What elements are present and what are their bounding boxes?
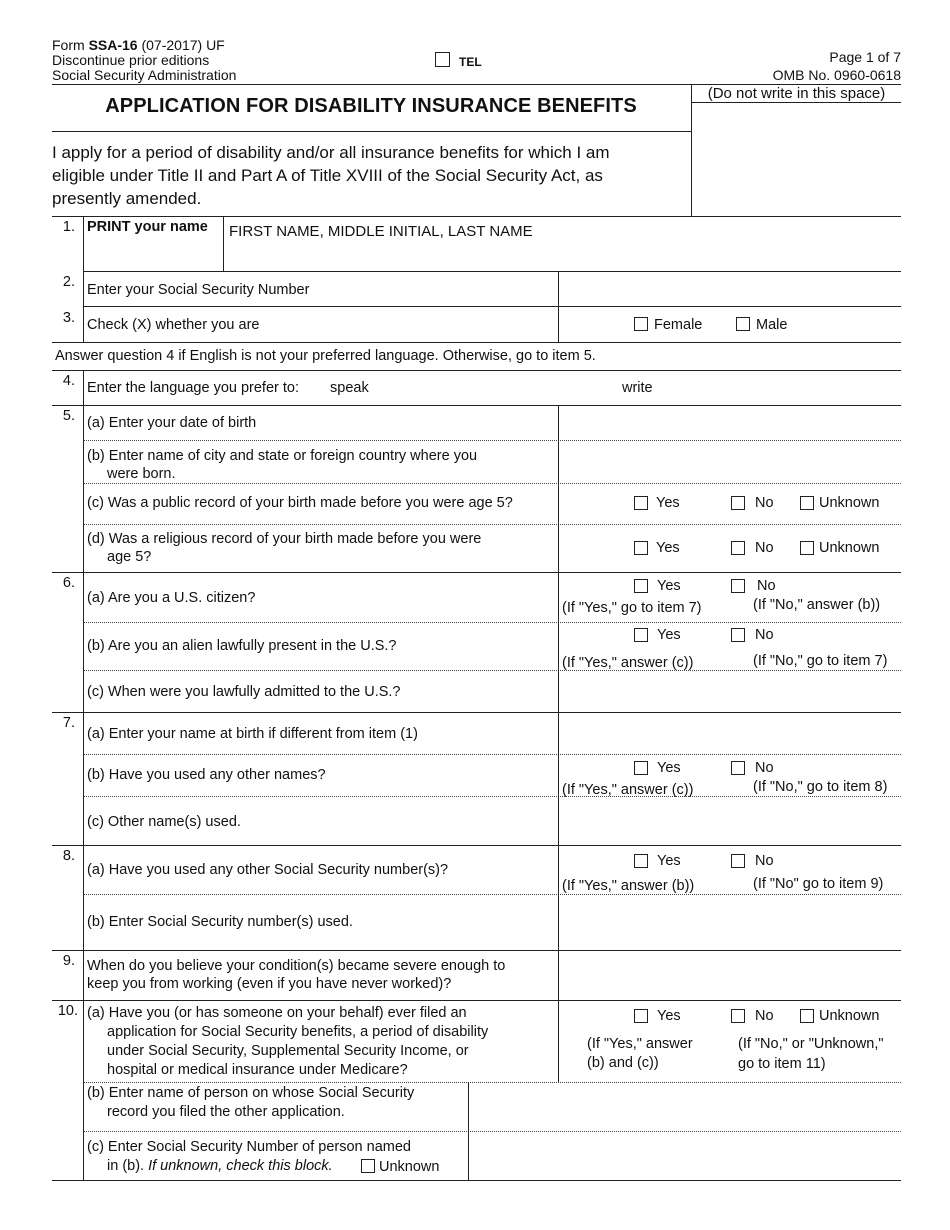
rule [558,405,559,1082]
q8a-yes-label: Yes [657,853,681,869]
q5-number: 5. [62,408,75,424]
prior-claimant-name-field[interactable] [474,1088,895,1126]
rule [468,1082,469,1180]
office-use-box [693,103,899,215]
q10a-yes-instruction-2: (b) and (c)) [587,1055,659,1071]
rule [52,1000,901,1001]
title-rule [52,131,692,132]
q5b-label-1: (b) Enter name of city and state or foreign country where you [87,448,478,464]
q10a-label-2: application for Social Security benefits, a period of disability [107,1024,489,1040]
q8a-label: (a) Have you used any other Social Security number(s)? [87,862,449,878]
agency-name: Social Security Administration [52,67,237,83]
q10c-label-prefix: in (b). [107,1158,149,1174]
q10a-no-instruction-2: go to item 11) [738,1056,826,1072]
q10b-label-2: record you filed the other application. [107,1104,345,1120]
q7b-yes-checkbox[interactable] [634,761,648,775]
intro-line-3: presently amended. [52,189,202,208]
q6c-label: (c) When were you lawfully admitted to the U.S.? [87,684,401,700]
write-language-field[interactable] [664,376,894,398]
q1-name-hint: FIRST NAME, MIDDLE INITIAL, LAST NAME [229,223,533,240]
full-name-field[interactable] [229,246,894,268]
q8a-no-checkbox[interactable] [731,854,745,868]
admission-date-field[interactable] [563,677,895,705]
q7a-label: (a) Enter your name at birth if different from item (1) [87,726,418,742]
rule [52,950,901,951]
q5c-yes-label: Yes [656,495,680,511]
q6-number: 6. [62,575,75,591]
q4-number: 4. [62,373,75,389]
rule [84,754,901,755]
q10c-label-1: (c) Enter Social Security Number of person named [87,1139,411,1155]
q10c-label-italic: If unknown, check this block. [148,1158,333,1174]
rule [52,342,901,343]
male-checkbox[interactable] [736,317,750,331]
q5d-unknown-checkbox[interactable] [800,541,814,555]
q10a-no-label: No [755,1008,774,1024]
form-id [52,38,225,53]
q5c-label: (c) Was a public record of your birth made before you were age 5? [87,495,513,511]
q5c-yes-checkbox[interactable] [634,496,648,510]
form-prefix: Form [52,37,89,53]
rule [223,216,224,271]
rule [83,216,84,342]
q8a-no-label: No [755,853,774,869]
form-date: (07-2017) UF [137,37,225,53]
rule [558,271,559,342]
q7b-no-label: No [755,760,774,776]
q5d-yes-label: Yes [656,540,680,556]
q6a-no-label: No [757,578,776,594]
other-ssn-field[interactable] [563,902,895,944]
q3-label: Check (X) whether you are [87,317,260,333]
office-use-border [691,84,692,217]
birthplace-field[interactable] [563,448,895,476]
form-number: SSA-16 [88,37,138,53]
q5d-no-checkbox[interactable] [731,541,745,555]
rule [52,845,901,846]
rule [84,483,901,484]
q9-label-1: When do you believe your condition(s) became severe enough to [87,958,506,974]
birth-name-field[interactable] [563,720,895,748]
prior-claimant-ssn-field[interactable] [474,1137,895,1175]
q5a-label: (a) Enter your date of birth [87,415,257,431]
discontinue-note: Discontinue prior editions [52,52,210,68]
q7b-yes-instruction: (If "Yes," answer (c)) [562,782,694,798]
q8a-no-instruction: (If "No" go to item 9) [753,876,884,892]
q8-number: 8. [62,848,75,864]
q6b-no-instruction: (If "No," go to item 7) [753,653,888,669]
omb-number: OMB No. 0960-0618 [772,67,901,83]
onset-date-field[interactable] [563,956,895,994]
other-names-field[interactable] [563,803,895,839]
q10a-no-instruction-1: (If "No," or "Unknown," [738,1036,884,1052]
q9-label-2: keep you from working (even if you have never worked)? [87,976,452,992]
q5b-label-2: were born. [107,466,176,482]
form-title: APPLICATION FOR DISABILITY INSURANCE BENEFITS [105,95,637,117]
q7b-label: (b) Have you used any other names? [87,767,326,783]
q5d-unknown-label: Unknown [819,540,880,556]
q10b-label-1: (b) Enter name of person on whose Social Security [87,1085,415,1101]
q5d-no-label: No [755,540,774,556]
q4-instruction: Answer question 4 if English is not your preferred language. Otherwise, go to item 5. [55,348,596,364]
rule [52,712,901,713]
q2-label: Enter your Social Security Number [87,282,310,298]
q8b-label: (b) Enter Social Security number(s) used. [87,914,353,930]
female-label: Female [654,317,703,333]
q10a-label-3: under Social Security, Supplemental Security Income, or [107,1043,469,1059]
q7b-yes-label: Yes [657,760,681,776]
q5d-label-2: age 5? [107,549,152,565]
birth-date-field[interactable] [563,410,895,436]
rule [52,1180,901,1181]
q10a-label-1: (a) Have you (or has someone on your behalf) ever filed an [87,1005,467,1021]
office-use-label: (Do not write in this space) [707,85,886,102]
q10a-unknown-checkbox[interactable] [800,1009,814,1023]
q5d-yes-checkbox[interactable] [634,541,648,555]
q5c-unknown-checkbox[interactable] [800,496,814,510]
q6b-label: (b) Are you an alien lawfully present in the U.S.? [87,638,397,654]
rule [84,524,901,525]
female-checkbox[interactable] [634,317,648,331]
ssn-field[interactable] [563,276,895,302]
q7b-no-instruction: (If "No," go to item 8) [753,779,888,795]
q6a-label: (a) Are you a U.S. citizen? [87,590,256,606]
q5c-unknown-label: Unknown [819,495,880,511]
rule [84,894,901,895]
q6b-yes-label: Yes [657,627,681,643]
intro-line-2: eligible under Title II and Part A of Title XVIII of the Social Security Act, as [52,166,603,185]
male-label: Male [756,317,788,333]
q4-speak-label: speak [330,380,369,396]
rule [84,622,901,623]
rule [84,1082,901,1083]
q6b-no-label: No [755,627,774,643]
rule [84,796,901,797]
q1-label: PRINT your name [87,219,208,235]
q4-label: Enter the language you prefer to: [87,380,300,396]
speak-language-field[interactable] [380,376,610,398]
rule [52,370,901,371]
rule [84,271,901,272]
q9-number: 9. [62,953,75,969]
q10a-yes-label: Yes [657,1008,681,1024]
q4-write-label: write [622,380,653,396]
q10c-unknown-label: Unknown [379,1159,440,1175]
rule [52,572,901,573]
q8a-yes-instruction: (If "Yes," answer (b)) [562,878,695,894]
q10c-label-2 [107,1157,333,1175]
q6a-yes-instruction: (If "Yes," go to item 7) [562,600,702,616]
q6b-yes-checkbox[interactable] [634,628,648,642]
rule [52,216,901,217]
q5c-no-checkbox[interactable] [731,496,745,510]
q1-number: 1. [62,219,75,235]
header-rule [52,84,692,85]
tel-checkbox[interactable] [435,52,450,67]
q7-number: 7. [62,715,75,731]
q5c-no-label: No [755,495,774,511]
q5d-label-1: (d) Was a religious record of your birth made before you were [87,531,482,547]
q6b-no-checkbox[interactable] [731,628,745,642]
tel-label: TEL [459,55,482,69]
q8a-yes-checkbox[interactable] [634,854,648,868]
rule [84,1131,901,1132]
q7b-no-checkbox[interactable] [731,761,745,775]
rule [84,670,901,671]
q10-number: 10. [57,1003,78,1019]
page-number: Page 1 of 7 [829,49,901,65]
q6a-no-checkbox[interactable] [731,579,745,593]
q6a-yes-checkbox[interactable] [634,579,648,593]
rule [84,306,901,307]
q2-number: 2. [62,274,75,290]
q10c-unknown-checkbox[interactable] [361,1159,375,1173]
q6a-no-instruction: (If "No," answer (b)) [753,597,881,613]
intro-line-1: I apply for a period of disability and/or all insurance benefits for which I am [52,143,610,162]
q6b-yes-instruction: (If "Yes," answer (c)) [562,655,694,671]
rule [52,405,901,406]
q6a-yes-label: Yes [657,578,681,594]
q3-number: 3. [62,310,75,326]
rule [84,440,901,441]
q10a-unknown-label: Unknown [819,1008,880,1024]
rule [83,370,84,1180]
q10a-yes-checkbox[interactable] [634,1009,648,1023]
q7c-label: (c) Other name(s) used. [87,814,241,830]
q10a-no-checkbox[interactable] [731,1009,745,1023]
q10a-yes-instruction-1: (If "Yes," answer [587,1036,693,1052]
q10a-label-4: hospital or medical insurance under Medicare? [107,1062,408,1078]
